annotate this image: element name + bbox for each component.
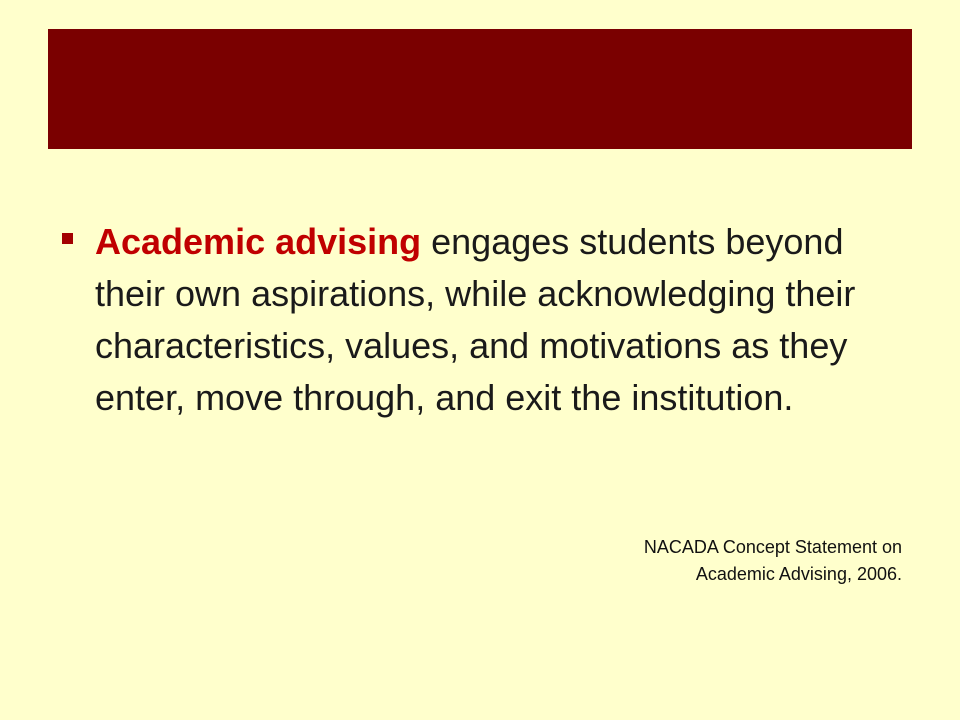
bullet-lead-term: Academic advising [95,221,422,262]
square-bullet-icon [62,233,73,244]
citation-line-1: NACADA Concept Statement on [643,537,902,557]
bullet-item [62,216,862,424]
title-bar [48,29,912,149]
bullet-text [95,216,862,424]
citation [502,534,902,588]
bullet-body: engages students beyond their own aspirations, while acknowledging their characteristics, values, and motivations as they enter, move through, and exit the institution. [95,221,856,418]
citation-line-2: Academic Advising, 2006. [695,564,902,584]
